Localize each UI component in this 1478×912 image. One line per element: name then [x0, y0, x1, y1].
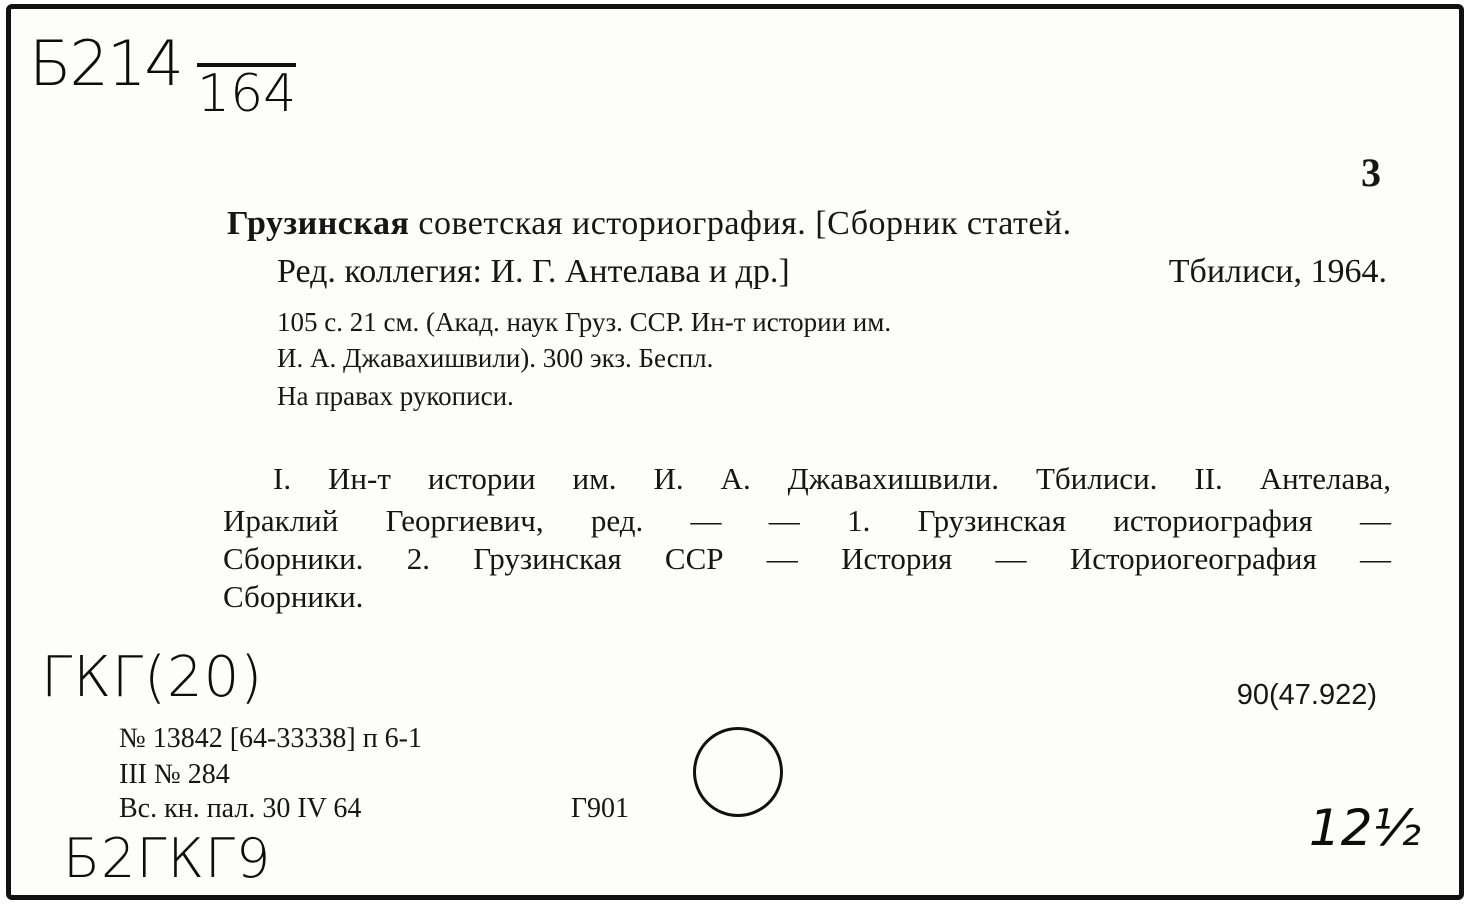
tracing-line: I. Ин-т истории им. И. А. Джавахишвили. Тбилиси. II. Антелава,: [273, 461, 1391, 496]
tracing-line: Ираклий Георгиевич, ред. — — 1. Грузинская историография —: [223, 503, 1391, 538]
registration-series: III № 284: [119, 759, 230, 790]
entry-imprint: Тбилиси, 1964.: [1168, 253, 1387, 290]
entry-editors-line: [277, 253, 1387, 291]
registration-chamber-date: Вс. кн. пал. 30 IV 64: [119, 793, 362, 824]
punch-hole: [693, 727, 783, 817]
entry-title-line: [227, 205, 1072, 243]
entry-note: На правах рукописи.: [277, 381, 514, 411]
entry-title-heading: Грузинская: [227, 205, 410, 242]
tracing-line: Сборники. 2. Грузинская ССР — История — Историогеография —: [223, 541, 1391, 576]
registration-code: Г901: [570, 793, 629, 824]
card-number: 3: [1361, 150, 1381, 195]
handwritten-call-number: Б214: [29, 27, 182, 100]
classification-index: 90(47.922): [1236, 679, 1377, 711]
handwritten-call-subnumber: 164: [197, 64, 297, 124]
entry-editors: Ред. коллегия: И. Г. Антелава и др.]: [277, 253, 790, 290]
handwritten-corner-mark: 12½: [1308, 799, 1421, 857]
catalog-card: [6, 4, 1464, 900]
registration-number: № 13842 [64-33338] п 6-1: [119, 723, 422, 754]
entry-series: И. А. Джавахишвили). 300 экз. Беспл.: [277, 343, 714, 373]
tracing-line: Сборники.: [223, 579, 364, 614]
entry-title-rest: советская историография. [Сборник статей.: [409, 205, 1072, 242]
registration-chamber: [119, 793, 629, 825]
handwritten-shelf-mark: ГКГ(20): [41, 645, 264, 710]
handwritten-bottom-mark: Б2ГКГ9: [63, 827, 272, 890]
entry-collation: 105 с. 21 см. (Акад. наук Груз. ССР. Ин-т истории им.: [277, 307, 892, 337]
